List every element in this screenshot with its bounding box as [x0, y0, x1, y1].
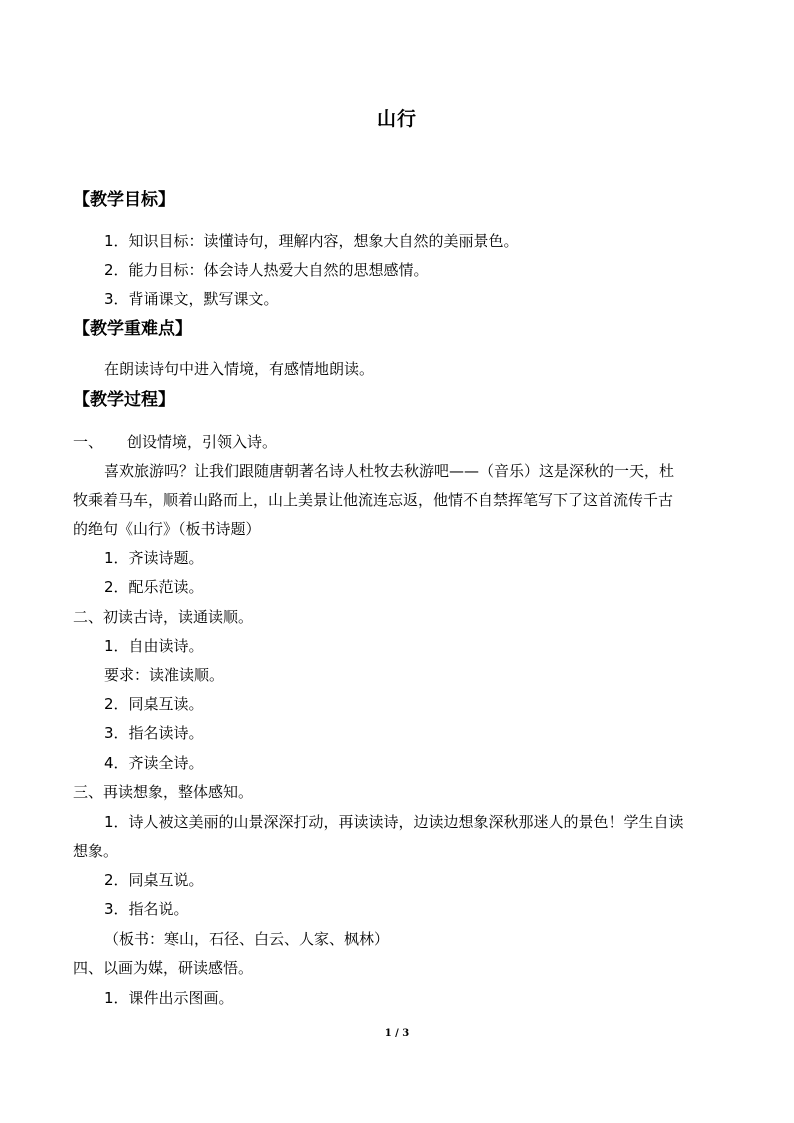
- section-2-title: 二、初读古诗，读通读顺。: [73, 608, 254, 626]
- goal-item-2: 2．能力目标：体会诗人热爱大自然的思想感情。: [104, 261, 429, 279]
- section-3-board-note: （板书：寒山，石径、白云、人家、枫林）: [104, 930, 390, 948]
- key-points-text: 在朗读诗句中进入情境，有感情地朗读。: [104, 360, 375, 378]
- section-1-number: 一、: [73, 433, 104, 451]
- section-2-item-4: 4．齐读全诗。: [104, 754, 204, 772]
- section-2-requirement: 要求：读准读顺。: [104, 666, 225, 684]
- section-2-item-3: 3．指名读诗。: [104, 724, 204, 742]
- section-1-paragraph-line-3: 的绝句《山行》（板书诗题）: [73, 520, 261, 538]
- page-title: 山行: [376, 108, 417, 130]
- goal-item-3: 3．背诵课文，默写课文。: [104, 290, 279, 308]
- section-2-item-2: 2．同桌互读。: [104, 695, 204, 713]
- page-indicator: 1 / 3: [384, 1028, 410, 1039]
- section-1-paragraph-line-1: 喜欢旅游吗？让我们跟随唐朝著名诗人杜牧去秋游吧——（音乐）这是深秋的一天，杜: [104, 462, 675, 480]
- heading-teaching-process: 【教学过程】: [73, 390, 175, 410]
- section-4-item-1: 1．课件出示图画。: [104, 989, 234, 1007]
- section-4-title: 四、以画为媒，研读感悟。: [73, 959, 254, 977]
- section-1-paragraph-line-2: 牧乘着马车，顺着山路而上，山上美景让他流连忘返，他情不自禁挥笔写下了这首流传千古: [73, 491, 674, 509]
- heading-key-points: 【教学重难点】: [73, 319, 192, 339]
- heading-teaching-goals: 【教学目标】: [73, 190, 175, 210]
- section-3-item-3: 3．指名说。: [104, 900, 189, 918]
- section-3-item-2: 2．同桌互说。: [104, 871, 204, 889]
- section-3-item-1-line-2: 想象。: [73, 842, 119, 860]
- goal-item-1: 1．知识目标：读懂诗句，理解内容，想象大自然的美丽景色。: [104, 232, 519, 250]
- section-2-item-1: 1．自由读诗。: [104, 637, 204, 655]
- section-1-item-1: 1．齐读诗题。: [104, 549, 204, 567]
- section-3-item-1-line-1: 1．诗人被这美丽的山景深深打动，再读读诗，边读边想象深秋那迷人的景色！学生自读: [104, 813, 684, 831]
- section-1-title-text: 创设情境，引领入诗。: [127, 433, 278, 451]
- section-1-item-2: 2．配乐范读。: [104, 578, 204, 596]
- section-3-title: 三、再读想象，整体感知。: [73, 783, 254, 801]
- section-1-title: [73, 432, 277, 452]
